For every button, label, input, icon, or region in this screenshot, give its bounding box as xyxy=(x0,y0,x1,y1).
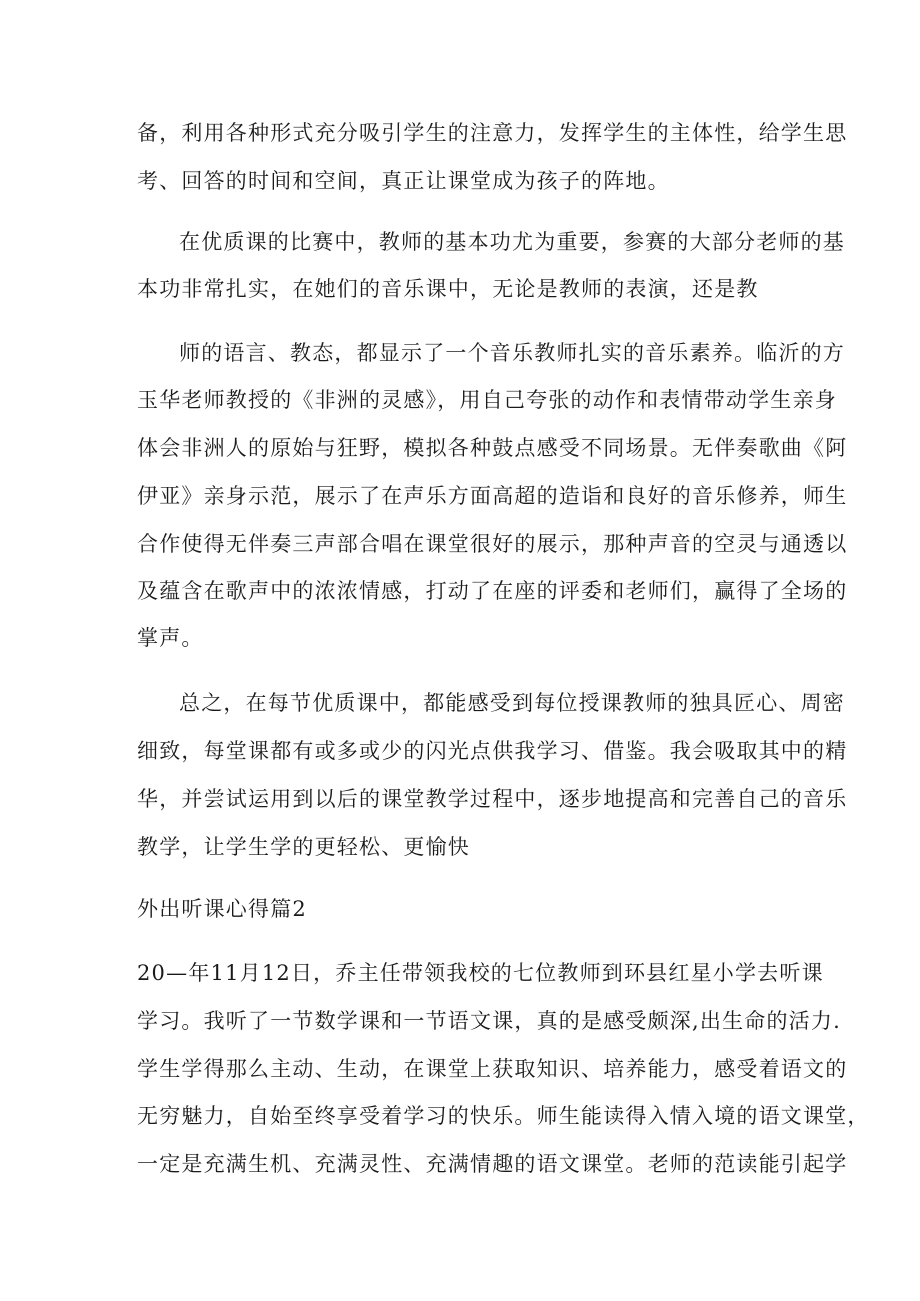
text-line: 考、回答的时间和空间，真正让课堂成为孩子的阵地。 xyxy=(137,169,670,193)
text-line: 本功非常扎实，在她们的音乐课中，无论是教师的表演，还是教 xyxy=(137,277,759,301)
text-line: 学生学得那么主动、生动，在课堂上获取知识、培养能力，感受着语文的 xyxy=(137,1057,848,1081)
text-line: 学习。我听了一节数学课和一节语文课，真的是感受颇深,出生命的活力. xyxy=(137,1009,841,1033)
text-line: 体会非洲人的原始与狂野，模拟各种鼓点感受不同场景。无伴奏歌曲《阿 xyxy=(137,436,848,460)
text-line: 20—年11月12日，乔主任带领我校的七位教师到环县红星小学去听课 xyxy=(137,961,824,985)
text-line: 在优质课的比赛中，教师的基本功尤为重要，参赛的大部分老师的基 xyxy=(179,230,845,254)
section-heading: 外出听课心得篇2 xyxy=(137,897,307,921)
text-line: 教学，让学生学的更轻松、更愉快 xyxy=(137,835,470,859)
text-line: 细致，每堂课都有或多或少的闪光点供我学习、借鉴。我会吸取其中的精 xyxy=(137,739,848,763)
text-line: 合作使得无伴奏三声部合唱在课堂很好的展示，那种声音的空灵与通透以 xyxy=(137,532,848,556)
text-line: 师的语言、教态，都显示了一个音乐教师扎实的音乐素养。临沂的方 xyxy=(179,341,845,365)
text-line: 华，并尝试运用到以后的课堂教学过程中，逐步地提高和完善自己的音乐 xyxy=(137,787,848,811)
text-line: 一定是充满生机、充满灵性、充满情趣的语文课堂。老师的范读能引起学 xyxy=(137,1152,848,1176)
text-line: 及蕴含在歌声中的浓浓情感，打动了在座的评委和老师们，赢得了全场的 xyxy=(137,579,848,603)
text-line: 无穷魅力，自始至终享受着学习的快乐。师生能读得入情入境的语文课堂， xyxy=(137,1104,870,1128)
text-line: 备，利用各种形式充分吸引学生的注意力，发挥学生的主体性，给学生思 xyxy=(137,121,848,145)
text-line: 掌声。 xyxy=(137,626,204,650)
text-line: 总之，在每节优质课中，都能感受到每位授课教师的独具匠心、周密 xyxy=(179,691,845,715)
text-line: 伊亚》亲身示范，展示了在声乐方面高超的造诣和良好的音乐修养，师生 xyxy=(137,484,848,508)
text-line: 玉华老师教授的《非洲的灵感》，用自己夸张的动作和表情带动学生亲身 xyxy=(137,388,837,412)
